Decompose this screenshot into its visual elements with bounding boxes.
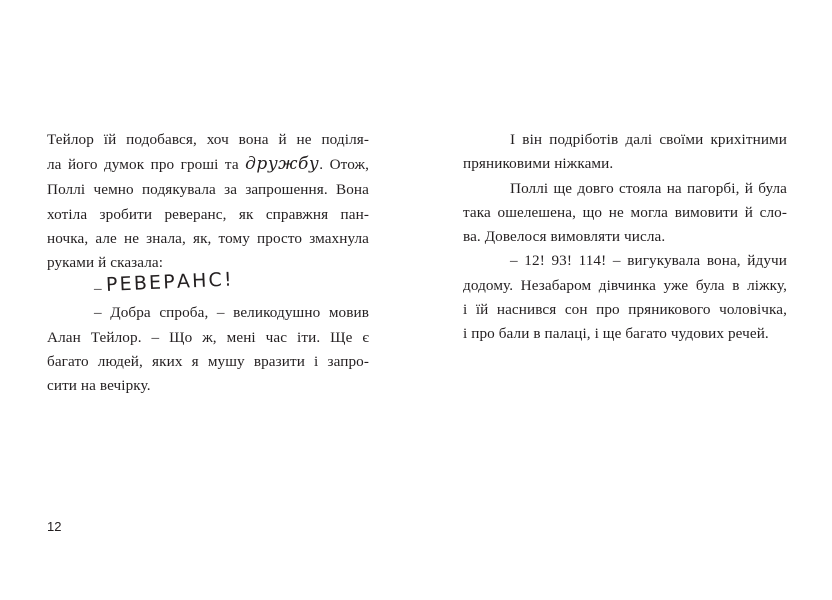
right-text-column [463,128,787,347]
text-line: і їй наснився сон про пряникового чоловічка, [463,301,787,319]
text-line: – 12! 93! 114! – вигукувала вона, йдучи [510,252,787,270]
text-line: хотіла зробити реверанс, як справжня пан- [47,205,369,223]
text-line: і про бали в палаці, і ще багато чудових речей. [463,325,769,343]
text-line: І він подріботів далі своїми крихітними [510,131,787,148]
text-line: Поллі чемно подякувала за запрошення. Вона [47,181,369,199]
text-line [47,152,369,178]
text-segment: . Отож, [319,156,369,174]
text-line: ва. Довелося вимовляти числа. [463,228,666,246]
text-line: – Добра спроба, – великодушно мовив [94,304,369,322]
text-line: багато людей, яких я мушу вразити і запро- [47,353,369,371]
right-page [416,0,832,600]
text-segment: ла його думок про гроші та [47,156,239,174]
text-line: руками й сказала: [47,254,164,272]
left-text-column [47,128,369,399]
text-line: Алан Тейлор. – Що ж, мені час іти. Ще є [47,328,369,346]
text-line: Поллі ще довго стояла на пагорбі, й була [510,179,787,197]
text-line: пряниковими ніжками. [463,155,614,173]
dash: – [94,280,102,298]
text-line: сити на вечірку. [47,377,151,395]
text-line: додому. Незабаром дівчинка уже була в ліжку, [463,276,787,294]
handwritten-word: дружбу [245,154,320,175]
text-line: ночка, але не знала, як, тому просто змахнула [47,229,369,247]
page-number: 12 [47,519,62,534]
exclamation-line [47,268,369,301]
text-line: Тейлор їй подобався, хоч вона й не поділя- [47,131,369,148]
text-line: така ошелешена, що не могла вимовити й сло- [463,203,787,221]
handwritten-shout: РЕВЕРАНС! [105,268,234,297]
